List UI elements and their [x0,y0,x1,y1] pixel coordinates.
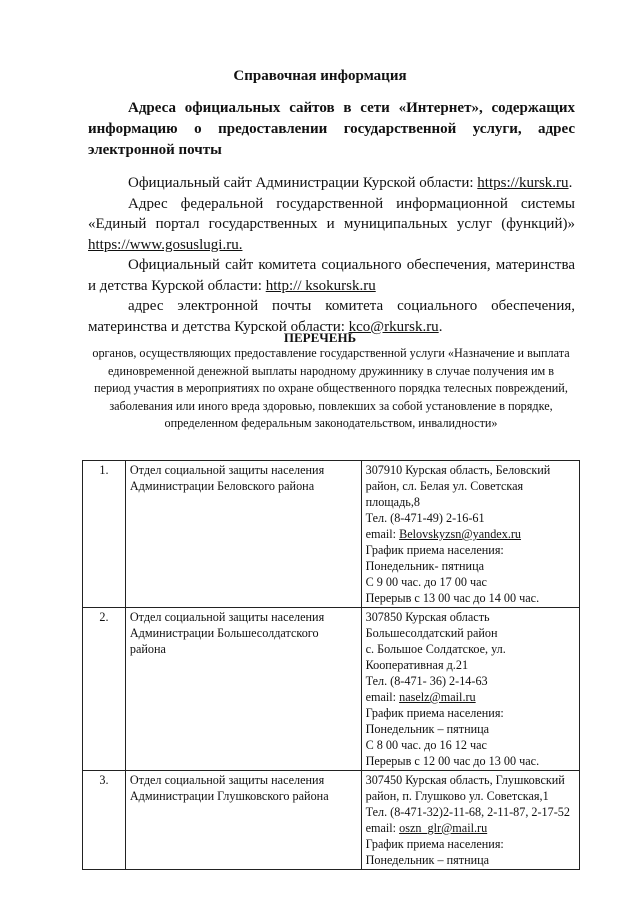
websites-text [88,173,575,337]
office-email-link[interactable]: naselz@mail.ru [399,690,476,704]
address-line: с. Большое Солдатское, ул. Кооперативная д.21 [365,642,506,672]
schedule-line: Понедельник – пятница [365,722,490,736]
paragraph-committee-email: адрес электронной почты комитета социального обеспечения, материнства и детства Курской области: kco@rkursk.ru. [88,298,575,335]
list-title: ПЕРЕЧЕНЬ [283,330,357,345]
table-row [83,461,580,608]
section-heading: Адреса официальных сайтов в сети «Интернет», содержащих информацию о предоставлении государственной услуги, адрес электронной почты [88,100,575,158]
list-description: органов, осуществляющих предоставление государственной услуги «Назначение и выплата единовременной денежной выплаты народному дружиннику в случае получения им в период участия в мероприятиях по охране общественного порядка телесных повреждений, заболевания или иного вреда здоровью, повлекших за собой установление в порядке, определенном федеральным законодательством, инвалидности» [92,346,570,430]
row-number: 1. [83,461,126,608]
table-row [83,771,580,870]
row-number: 2. [83,608,126,771]
office-email-link[interactable]: Belovskyzsn@yandex.ru [399,527,522,541]
schedule-line: Перерыв с 12 00 час до 13 00 час. [365,754,540,768]
paragraph-committee-site: Официальный сайт комитета социального обеспечения, материнства и детства Курской области: http:// ksokursk.ru [88,257,575,294]
office-email-link[interactable]: oszn_glr@mail.ru [399,821,488,835]
email-line: email: oszn_glr@mail.ru [365,821,488,835]
kco-email-link[interactable]: kco@rkursk.ru [348,318,439,335]
table-row [83,608,580,771]
offices-table [82,460,580,870]
office-contacts [361,771,579,870]
phone-line: Тел. (8-471-32)2-11-68, 2-11-87, 2-17-52 [365,805,570,819]
address-line: 307450 Курская область, Глушковский район, п. Глушково ул. Советская,1 [365,773,565,803]
schedule-line: График приема населения: [365,837,504,851]
gosuslugi-link[interactable]: https://www.gosuslugi.ru. [88,236,243,253]
paragraph-gosuslugi: Адрес федеральной государственной информационной системы «Единый портал государственных и муниципальных услуг (функций)» https://www.gosuslugi.ru. [88,195,575,253]
phone-line: Тел. (8-471- 36) 2-14-63 [365,674,488,688]
address-line: 307910 Курская область, Беловский район, сл. Белая ул. Советская площадь,8 [365,463,551,509]
email-line: email: Belovskyzsn@yandex.ru [365,527,522,541]
office-name: Отдел социальной защиты населения Администрации Беловского района [125,461,361,608]
address-line: 307850 Курская область Большесолдатский район [365,610,498,640]
paragraph-kursk-site: Официальный сайт Администрации Курской области: https://kursk.ru. [128,175,573,191]
phone-line: Тел. (8-471-49) 2-16-61 [365,511,485,525]
schedule-line: Понедельник – пятница [365,853,490,867]
schedule-line: Перерыв с 13 00 час до 14 00 час. [365,591,540,605]
email-line: email: naselz@mail.ru [365,690,476,704]
ksokursk-link[interactable]: http:// ksokursk.ru [265,277,376,294]
office-name: Отдел социальной защиты населения Администрации Глушковского района [125,771,361,870]
schedule-line: График приема населения: [365,706,504,720]
row-number: 3. [83,771,126,870]
kursk-link[interactable]: https://kursk.ru [477,175,569,191]
schedule-line: С 9 00 час. до 17 00 час [365,575,487,589]
office-contacts [361,608,579,771]
document-title: Справочная информация [233,68,407,84]
office-name: Отдел социальной защиты населения Администрации Большесолдатского района [125,608,361,771]
schedule-line: График приема населения: [365,543,504,557]
office-contacts [361,461,579,608]
schedule-line: Понедельник- пятница [365,559,485,573]
schedule-line: С 8 00 час. до 16 12 час [365,738,487,752]
